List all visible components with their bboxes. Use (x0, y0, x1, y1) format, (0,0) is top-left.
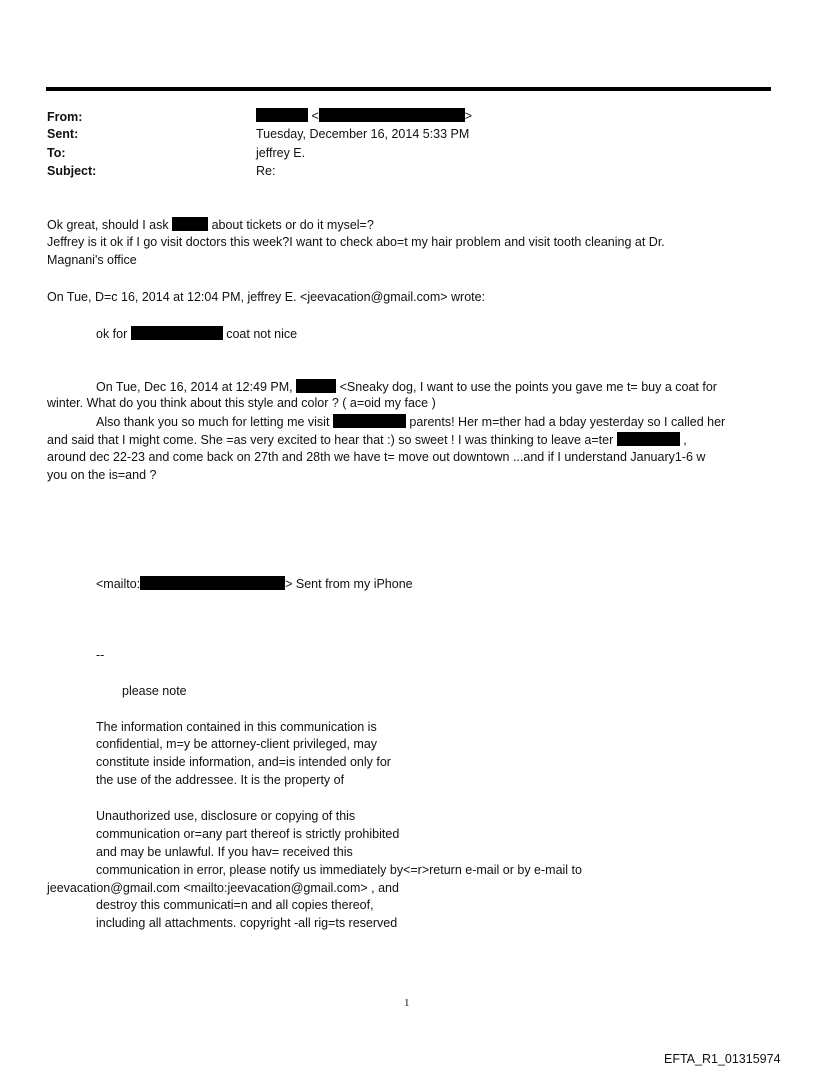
to-label: To: (47, 146, 66, 160)
body-line-said (47, 432, 687, 448)
unauthorized-line-6: destroy this communicati=n and all copies thereof, (96, 898, 374, 912)
confidential-line-2: confidential, m=y be attorney-client privileged, may (96, 737, 378, 751)
body-line-1 (47, 217, 374, 233)
redaction-block (131, 326, 223, 340)
text-segment: ok for (96, 327, 128, 341)
from-value (256, 108, 472, 124)
text-segment: , (683, 433, 687, 447)
text-segment: and said that I might come. She =as very excited to hear that :) so sweet ! I was thinking to leave a=ter (47, 433, 614, 447)
sent-label: Sent: (47, 127, 79, 141)
subject-value: Re: (256, 164, 276, 178)
header-rule (46, 87, 771, 91)
from-gt: > (464, 109, 473, 123)
unauthorized-line-7: including all attachments. copyright -all rig=ts reserved (96, 916, 398, 930)
confidential-line-3: constitute inside information, and=is intended only for (96, 755, 391, 769)
text-segment: <Sneaky dog, I want to use the points you gave me t= buy a coat for (339, 380, 717, 394)
body-line-winter: winter. What do you think about this style and color ? ( a=oid my face ) (47, 396, 436, 410)
unauthorized-line-4: communication in error, please notify us immediately by<=r>return e-mail or by e-mail to (96, 863, 582, 877)
text-segment: > Sent from my iPhone (285, 577, 413, 591)
subject-label: Subject: (47, 164, 97, 178)
signature-dashes: -- (96, 648, 105, 662)
from-label: From: (47, 110, 83, 124)
redaction-block (617, 432, 680, 446)
unauthorized-line-2: communication or=any part thereof is strictly prohibited (96, 827, 400, 841)
confidential-line-4: the use of the addressee. It is the property of (96, 773, 345, 787)
text-segment: about tickets or do it mysel=? (211, 218, 374, 232)
text-segment: <mailto: (96, 577, 141, 591)
to-value: jeffrey E. (256, 146, 306, 160)
text-segment: parents! Her m=ther had a bday yesterday so I called her (409, 415, 726, 429)
text-segment: Ok great, should I ask (47, 218, 169, 232)
page-number: 1 (404, 997, 410, 1009)
body-line-2: Jeffrey is it ok if I go visit doctors this week?I want to check abo=t my hair problem and visit tooth cleaning at Dr. (47, 235, 665, 249)
redaction-block (333, 414, 406, 428)
redaction-block (140, 576, 285, 590)
sent-value: Tuesday, December 16, 2014 5:33 PM (256, 127, 470, 141)
unauthorized-line-3: and may be unlawful. If you hav= received this (96, 845, 353, 859)
text-segment: coat not nice (226, 327, 298, 341)
reply-ok-line (96, 326, 297, 342)
confidential-line-1: The information contained in this communication is (96, 720, 377, 734)
mailto-line (96, 576, 413, 592)
body-line-island: you on the is=and ? (47, 468, 157, 482)
text-segment: On Tue, Dec 16, 2014 at 12:49 PM, (96, 380, 293, 394)
redaction-block (319, 108, 465, 122)
redaction-block (256, 108, 308, 122)
unauthorized-line-5: jeevacation@gmail.com <mailto:jeevacation@gmail.com> , and (47, 881, 399, 895)
body-line-thanks (96, 414, 725, 430)
quote-header-2 (96, 379, 717, 395)
quote-header-1: On Tue, D=c 16, 2014 at 12:04 PM, jeffrey E. <jeevacation@gmail.com> wrote: (47, 290, 486, 304)
please-note: please note (122, 684, 187, 698)
text-segment: Also thank you so much for letting me visit (96, 415, 330, 429)
unauthorized-line-1: Unauthorized use, disclosure or copying of this (96, 809, 356, 823)
body-line-3: Magnani's office (47, 253, 137, 267)
from-lt: < (311, 109, 319, 123)
body-line-around: around dec 22-23 and come back on 27th and 28th we have t= move out downtown ...and if I understand January1-6 w (47, 450, 706, 464)
redaction-block (296, 379, 336, 393)
document-id: EFTA_R1_01315974 (664, 1052, 781, 1066)
redaction-block (172, 217, 208, 231)
